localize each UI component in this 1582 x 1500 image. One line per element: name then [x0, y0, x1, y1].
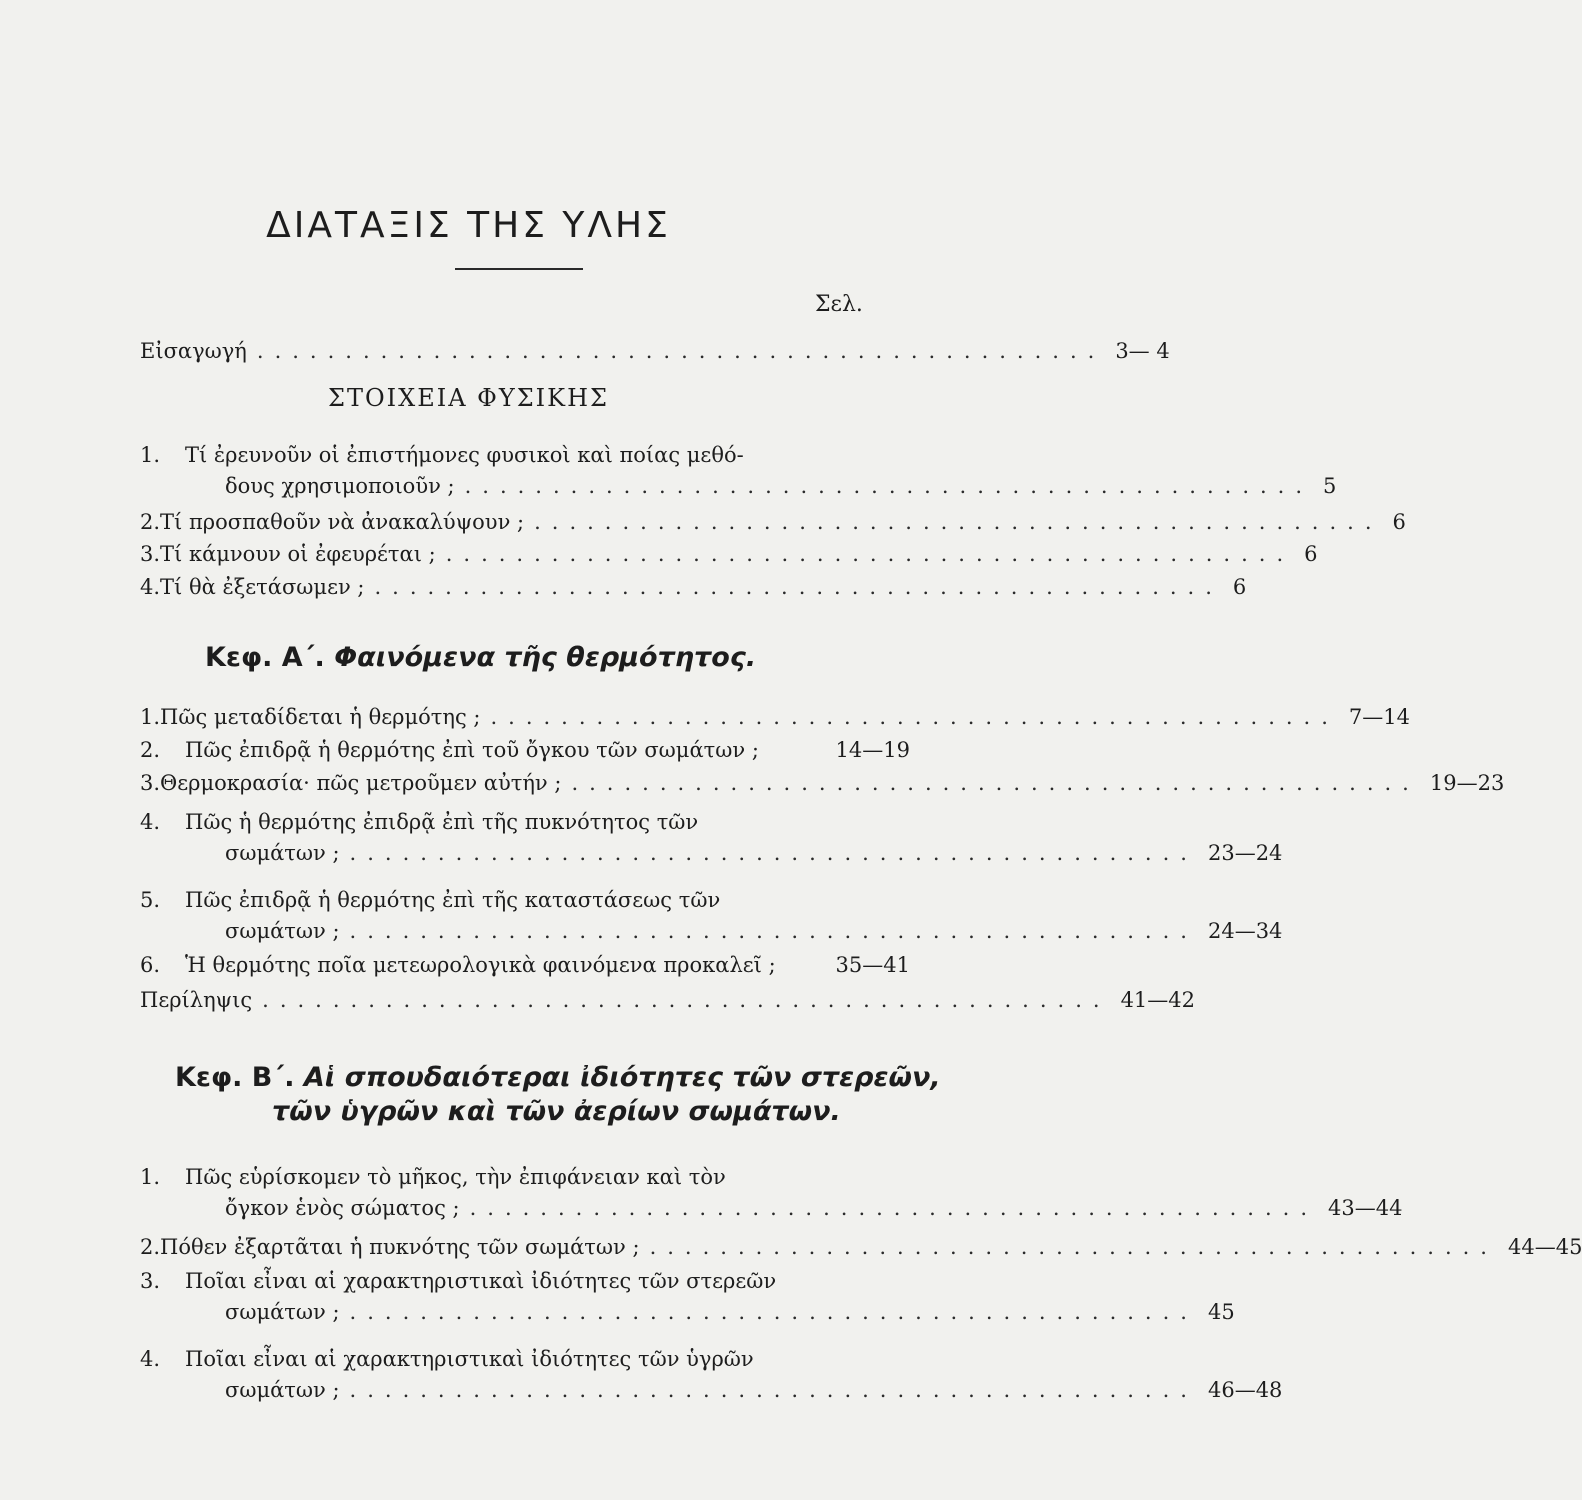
toc-entry[interactable]: [140, 702, 1410, 733]
entry-number: 3.: [140, 542, 161, 566]
entry-text: Περίληψις: [140, 988, 253, 1012]
entry-pages: 3— 4: [1115, 339, 1170, 363]
entry-pages: 19—23: [1429, 771, 1505, 795]
chapter-a-heading: [205, 642, 756, 673]
entry-pages: 43—44: [1328, 1196, 1403, 1220]
chapter-label: Κεφ. Α΄.: [205, 642, 325, 673]
entry-text: Πῶς ἡ θερμότης ἐπιδρᾷ ἐπὶ τῆς πυκνότητος τῶν: [185, 810, 699, 834]
toc-entry[interactable]: [140, 1266, 1235, 1328]
page-title: ΔΙΑΤΑΞΙΣ ΤΗΣ ΥΛΗΣ: [266, 205, 671, 246]
entry-number: 1.: [140, 705, 161, 729]
entry-text: Τί ἐρευνοῦν οἱ ἐπιστήμονες φυσικοὶ καὶ ποίας μεθό-: [185, 443, 744, 467]
entry-text: Ποῖαι εἶναι αἱ χαρακτηριστικαὶ ἰδιότητες τῶν στερεῶν: [185, 1269, 777, 1293]
section-heading: ΣΤΟΙΧΕΙΑ ΦΥΣΙΚΗΣ: [328, 384, 609, 412]
toc-entry[interactable]: [140, 735, 910, 766]
entry-text-cont: σωμάτων ;: [225, 841, 340, 865]
entry-text-cont: σωμάτων ;: [225, 919, 340, 943]
entry-text: Πῶς ἐπιδρᾷ ἡ θερμότης ἐπὶ τῆς καταστάσεως τῶν: [185, 888, 721, 912]
entry-number: 3.: [140, 771, 161, 795]
chapter-b-heading: [175, 1062, 941, 1093]
toc-entry[interactable]: [140, 572, 1247, 603]
dot-leader: ................................................: [349, 1300, 1198, 1324]
entry-text: Θερμοκρασία· πῶς μετροῦμεν αὐτήν ;: [160, 771, 562, 795]
title-rule: [455, 268, 583, 270]
toc-entry[interactable]: [140, 807, 1283, 869]
dot-leader: ................................................: [464, 474, 1314, 498]
dot-leader: ................................................: [256, 339, 1106, 363]
entry-text: Εἰσαγωγή: [140, 339, 247, 363]
entry-pages: 7—14: [1348, 705, 1410, 729]
dot-leader: ................................................: [571, 771, 1420, 795]
entry-text-cont: δους χρησιμοποιοῦν ;: [225, 474, 455, 498]
entry-number: 4.: [140, 1347, 161, 1371]
entry-pages: 23—24: [1207, 841, 1283, 865]
entry-number: 4.: [140, 810, 161, 834]
entry-number: 2.: [140, 510, 161, 534]
chapter-b-heading-cont: [272, 1096, 841, 1127]
dot-leader: ................................................: [649, 1235, 1498, 1259]
toc-entry[interactable]: [140, 1344, 1283, 1406]
dot-leader: ................................................: [262, 988, 1111, 1012]
toc-entry[interactable]: [140, 507, 1406, 538]
entry-text: Πῶς μεταδίδεται ἡ θερμότης ;: [160, 705, 481, 729]
entry-pages: 46—48: [1207, 1378, 1283, 1402]
entry-pages: 24—34: [1207, 919, 1283, 943]
toc-entry[interactable]: [140, 950, 910, 981]
entry-pages: 6: [1304, 542, 1318, 566]
toc-entry[interactable]: [140, 440, 1337, 502]
dot-leader: ................................................: [469, 1196, 1319, 1220]
entry-number: 3.: [140, 1269, 161, 1293]
entry-pages: 41—42: [1120, 988, 1196, 1012]
entry-text: Ποῖαι εἶναι αἱ χαρακτηριστικαὶ ἰδιότητες τῶν ὑγρῶν: [185, 1347, 754, 1371]
toc-entry[interactable]: [140, 1232, 1582, 1263]
entry-text: Τί προσπαθοῦν νὰ ἀνακαλύψουν ;: [160, 510, 525, 534]
dot-leader: ................................................: [349, 919, 1198, 943]
toc-entry[interactable]: [140, 885, 1283, 947]
entry-pages: 6: [1392, 510, 1406, 534]
toc-entry[interactable]: [140, 768, 1505, 799]
toc-entry[interactable]: [140, 539, 1318, 570]
entry-number: 1.: [140, 1165, 161, 1189]
toc-entry-intro[interactable]: [140, 336, 1170, 367]
entry-pages: 6: [1232, 575, 1247, 599]
entry-number: 2.: [140, 738, 161, 762]
toc-entry[interactable]: [140, 1162, 1403, 1224]
entry-text: Πῶς ἐπιδρᾷ ἡ θερμότης ἐπὶ τοῦ ὄγκου τῶν σωμάτων ;: [185, 738, 759, 762]
entry-number: 4.: [140, 575, 161, 599]
chapter-label: Κεφ. Β΄.: [175, 1062, 295, 1093]
entry-text-cont: σωμάτων ;: [225, 1300, 340, 1324]
dot-leader: ................................................: [349, 841, 1198, 865]
dot-leader: ................................................: [534, 510, 1383, 534]
page-column-label: Σελ.: [815, 292, 863, 317]
dot-leader: ................................................: [445, 542, 1295, 566]
entry-number: 2.: [140, 1235, 161, 1259]
dot-leader: ................................................: [349, 1378, 1198, 1402]
entry-number: 6.: [140, 953, 161, 977]
entry-pages: 5: [1323, 474, 1337, 498]
entry-text-cont: σωμάτων ;: [225, 1378, 340, 1402]
entry-text: Τί κάμνουν οἱ ἐφευρέται ;: [160, 542, 436, 566]
entry-text: Πόθεν ἐξαρτᾶται ἡ πυκνότης τῶν σωμάτων ;: [160, 1235, 640, 1259]
entry-text: Ἡ θερμότης ποῖα μετεωρολογικὰ φαινόμενα προκαλεῖ ;: [185, 953, 776, 977]
dot-leader: ................................................: [490, 705, 1339, 729]
entry-text-cont: ὄγκον ἑνὸς σώματος ;: [225, 1196, 460, 1220]
toc-entry-summary[interactable]: [140, 985, 1196, 1016]
chapter-title-line1: Αἱ σπουδαιότεραι ἰδιότητες τῶν στερεῶν,: [303, 1062, 941, 1093]
entry-text: Πῶς εὑρίσκομεν τὸ μῆκος, τὴν ἐπιφάνειαν καὶ τὸν: [185, 1165, 726, 1189]
dot-leader: ................................................: [374, 575, 1223, 599]
chapter-title-line2: τῶν ὑγρῶν καὶ τῶν ἀερίων σωμάτων.: [272, 1096, 841, 1127]
entry-number: 1.: [140, 443, 161, 467]
entry-pages: 14—19: [835, 738, 910, 762]
entry-text: Τί θὰ ἐξετάσωμεν ;: [160, 575, 365, 599]
entry-pages: 45: [1207, 1300, 1235, 1324]
entry-pages: 44—45: [1507, 1235, 1582, 1259]
entry-pages: 35—41: [835, 953, 910, 977]
chapter-title: Φαινόμενα τῆς θερμότητος.: [334, 642, 757, 673]
entry-number: 5.: [140, 888, 161, 912]
